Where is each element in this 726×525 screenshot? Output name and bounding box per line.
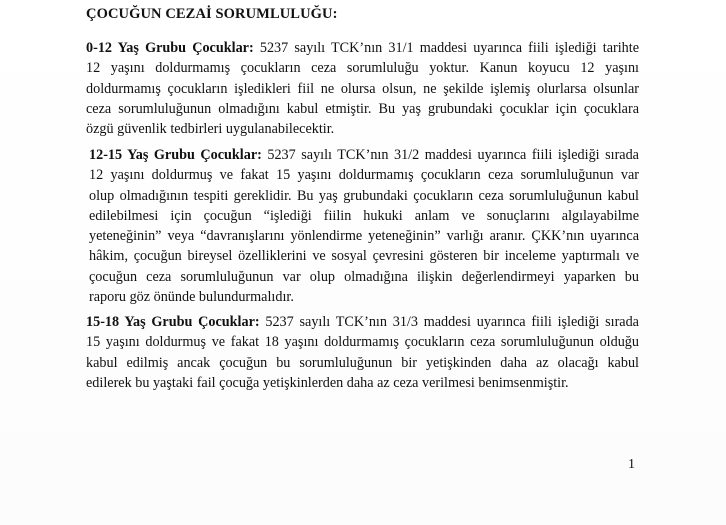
paragraph-line: doldurmamış çocukların işledikleri fiil ne olursa olsun, ne şekilde işlemiş olurlarsa olsunlar — [86, 80, 639, 97]
paragraph-line: 5237 sayılı TCK’nın 31/3 maddesi uyarınca fiili işlediği sırada — [259, 314, 639, 330]
section-12-15 — [89, 145, 639, 307]
section-heading: 15-18 Yaş Grubu Çocuklar: — [86, 314, 260, 330]
section-15-18 — [86, 312, 639, 393]
paragraph-line: ceza sorumluluğunun olmadığını kabul etmiştir. Bu yaş grubundaki çocuklar için çocuklara — [86, 100, 639, 117]
paragraph-line: çocuğun ceza sorumluluğunun var olup olmadığına ilişkin değerlendirmeyi yaparken bu — [89, 268, 639, 285]
paragraph-line: özgü güvenlik tedbirleri uygulanabilecektir. — [86, 121, 335, 138]
section-heading: 12-15 Yaş Grubu Çocuklar: — [89, 147, 262, 163]
page-number: 1 — [628, 457, 635, 472]
paragraph-line: 15 yaşını doldurmuş ve fakat 18 yaşını doldurmamış çocukların ceza sorumluluğunun olduğu — [86, 334, 639, 351]
paragraph-line: edilerek bu yaştaki fail çocuğa yetişkinlerden daha az ceza verilmesi benimsenmiştir. — [86, 374, 569, 391]
paragraph-line: edilebilmesi için çocuğun “işlediği fiilin hukuki anlam ve sonuçlarını algılayabilme — [89, 207, 639, 224]
paragraph-line: 12 yaşını doldurmuş ve fakat 15 yaşını doldurmamış çocukların ceza sorumluluğunun var — [89, 167, 639, 184]
paragraph-line: 5237 sayılı TCK’nın 31/1 maddesi uyarınca fiili işlediği tarihte — [253, 40, 639, 56]
section-0-12 — [86, 38, 639, 139]
section-heading: 0-12 Yaş Grubu Çocuklar: — [86, 40, 254, 56]
paragraph-line: yeteneğinin” veya “davranışlarını yönlendirme yeteneğinin” varlığı aranır. ÇKK’nın uyarınca — [89, 228, 639, 245]
paragraph-line: 12 yaşını doldurmamış çocukların ceza sorumluluğu yoktur. Kanun koyucu 12 yaşını — [86, 60, 639, 77]
paragraph-line: raporu göz önünde bulundurmalıdır. — [89, 289, 294, 306]
paragraph-line: 5237 sayılı TCK’nın 31/2 maddesi uyarınca fiili işlediği sırada — [261, 147, 639, 163]
paragraph-line: olup olmadığının tespiti gereklidir. Bu yaş grubundaki çocukların ceza sorumluluğunun kabul — [89, 187, 639, 204]
document-title: ÇOCUĞUN CEZAİ SORUMLULUĞU: — [86, 6, 338, 22]
paragraph-line: kabul edilmiş ancak çocuğun bu sorumluluğunun bir yetişkinden daha az olacağı kabul — [86, 354, 639, 371]
paragraph-line: hâkim, çocuğun bireysel özelliklerini ve sosyal çevresini gösteren bir inceleme yaptırmalı ve — [89, 248, 639, 265]
